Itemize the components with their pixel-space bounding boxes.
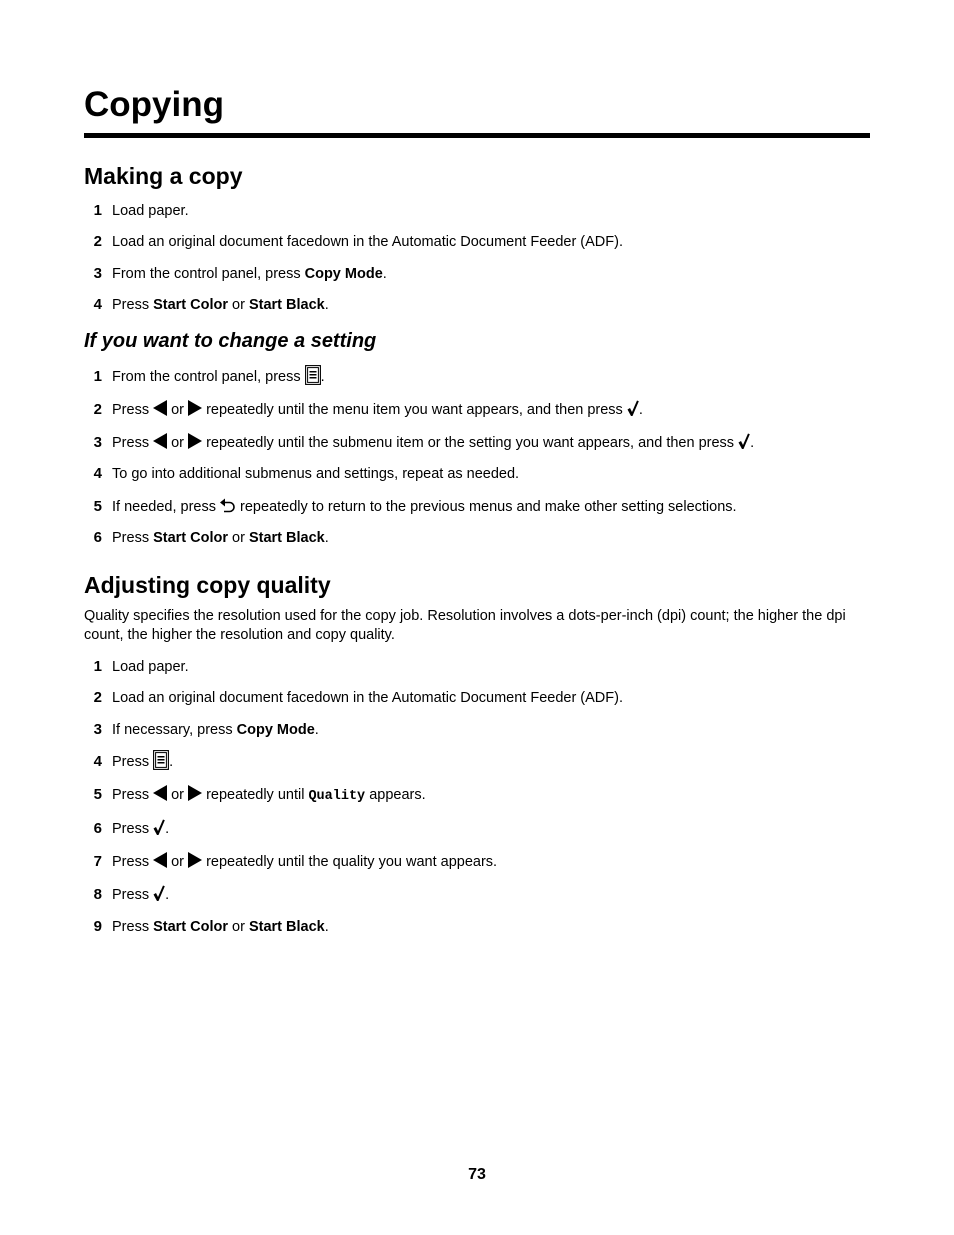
list-item: 1 From the control panel, press . [84, 366, 870, 388]
subsection-heading: If you want to change a setting [84, 330, 377, 352]
check-icon [153, 819, 165, 835]
section-intro: Quality specifies the resolution used for the copy job. Resolution involves a dots-per-inch (dpi) count; the higher the dpi count, the higher the resolution and copy quality. [84, 608, 846, 643]
list-item: 4 To go into additional submenus and settings, repeat as needed. [93, 465, 520, 482]
page-title: Copying [84, 85, 224, 124]
left-arrow-icon [153, 433, 167, 449]
check-icon [153, 885, 165, 901]
list-item: 3 Press or repeatedly until the submenu item or the setting you want appears, and then press . [93, 434, 755, 451]
list-item: 2 Load an original document facedown in the Automatic Document Feeder (ADF). [93, 689, 623, 706]
list-item: 6 Press Start Color or Start Black. [93, 529, 329, 546]
section-heading-adjusting-copy-quality: Adjusting copy quality [84, 572, 331, 598]
check-icon [627, 400, 639, 416]
list-item: 2 Load an original document facedown in the Automatic Document Feeder (ADF). [93, 233, 623, 250]
right-arrow-icon [188, 433, 202, 449]
list-item: 1 Load paper. [93, 658, 189, 675]
check-icon [738, 433, 750, 449]
list-item: 5 Press or repeatedly until Quality appears. [93, 786, 426, 804]
list-item: 7 Press or repeatedly until the quality you want appears. [93, 853, 498, 870]
section-heading-making-a-copy: Making a copy [84, 163, 243, 189]
left-arrow-icon [153, 852, 167, 868]
page-number: 73 [468, 1166, 486, 1183]
menu-icon [305, 365, 321, 385]
title-rule [84, 133, 870, 138]
menu-icon [153, 750, 169, 770]
left-arrow-icon [153, 785, 167, 801]
list-item: 3 If necessary, press Copy Mode. [93, 721, 319, 738]
right-arrow-icon [188, 852, 202, 868]
list-item: 3 From the control panel, press Copy Mode. [93, 265, 387, 282]
list-item: 4 Press . [84, 751, 870, 773]
left-arrow-icon [153, 400, 167, 416]
list-item: 8 Press . [93, 886, 170, 903]
right-arrow-icon [188, 400, 202, 416]
list-item: 4 Press Start Color or Start Black. [93, 296, 329, 313]
right-arrow-icon [188, 785, 202, 801]
list-item: 2 Press or repeatedly until the menu item you want appears, and then press . [93, 401, 643, 418]
list-item: 5 If needed, press repeatedly to return to the previous menus and make other setting selections. [93, 498, 737, 515]
list-item: 9 Press Start Color or Start Black. [93, 918, 329, 935]
back-icon [220, 497, 236, 513]
list-item: 6 Press . [93, 820, 170, 837]
list-item: 1 Load paper. [93, 202, 189, 219]
